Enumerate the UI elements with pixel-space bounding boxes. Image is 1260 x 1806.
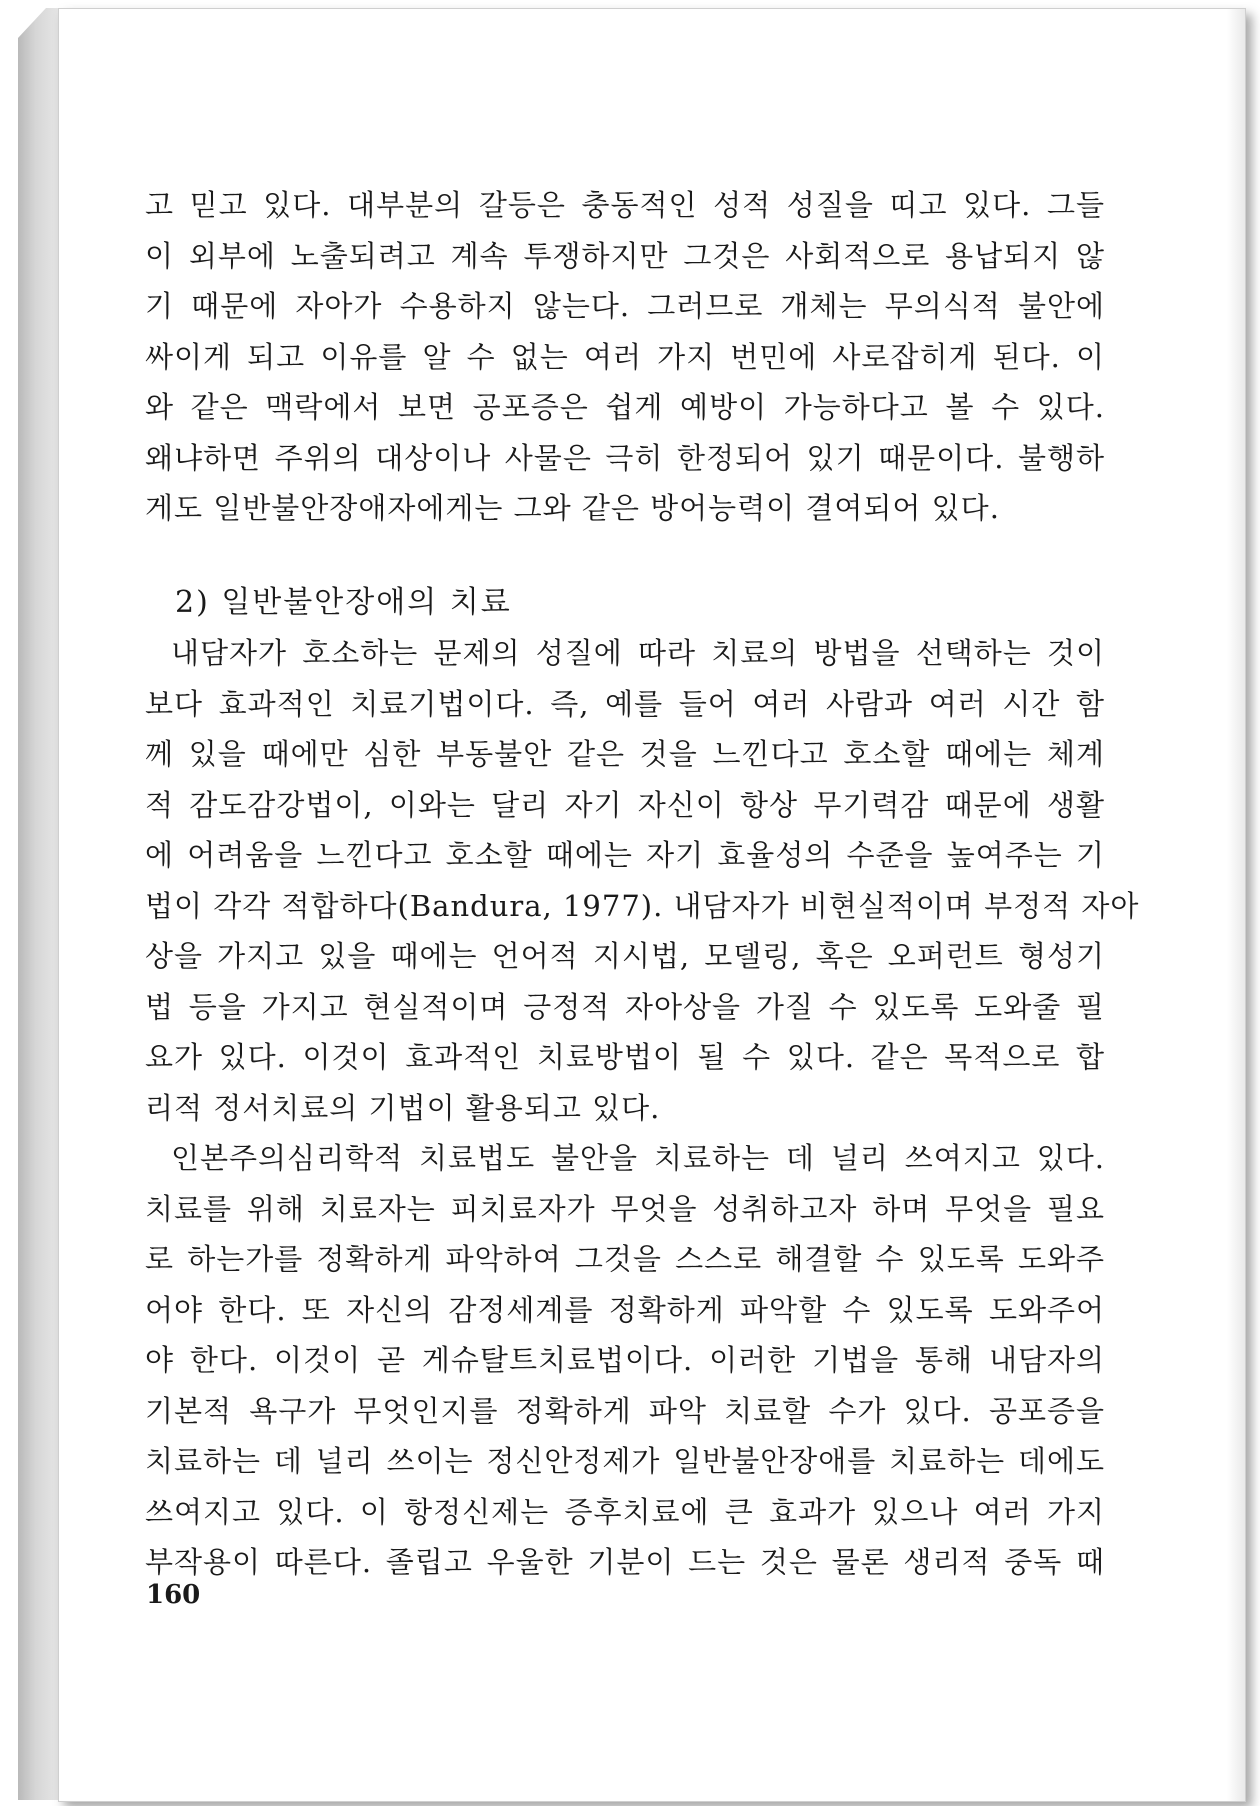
text-line: 내담자가 호소하는 문제의 성질에 따라 치료의 방법을 선택하는 것이 xyxy=(171,636,1105,670)
text-line: 께 있을 때에만 심한 부동불안 같은 것을 느낀다고 호소할 때에는 체계 xyxy=(145,737,1105,771)
text-line: 고 믿고 있다. 대부분의 갈등은 충동적인 성적 성질을 띠고 있다. 그들 xyxy=(145,188,1105,222)
text-line: 쓰여지고 있다. 이 항정신제는 증후치료에 큰 효과가 있으나 여러 가지 xyxy=(145,1494,1105,1529)
text-line: 법이 각각 적합하다(Bandura, 1977). 내담자가 비현실적이며 부정적 자아 xyxy=(145,888,1140,923)
text-line: 적 감도감강법이, 이와는 달리 자기 자신이 항상 무기력감 때문에 생활 xyxy=(145,787,1105,822)
text-line: 왜냐하면 주위의 대상이나 사물은 극히 한정되어 있기 때문이다. 불행하 xyxy=(145,440,1105,475)
text-line: 치료하는 데 널리 쓰이는 정신안정제가 일반불안장애를 치료하는 데에도 xyxy=(145,1444,1105,1478)
text-line: 이 외부에 노출되려고 계속 투쟁하지만 그것은 사회적으로 용납되지 않 xyxy=(145,238,1105,273)
paragraph-1 xyxy=(145,180,1105,534)
text-line: 법 등을 가지고 현실적이며 긍정적 자아상을 가질 수 있도록 도와줄 필 xyxy=(145,989,1105,1024)
text-line: 에 어려움을 느낀다고 호소할 때에는 자기 효율성의 수준을 높여주는 기 xyxy=(145,838,1105,872)
text-line: 로 하는가를 정확하게 파악하여 그것을 스스로 해결할 수 있도록 도와주 xyxy=(145,1242,1105,1276)
paragraph-3 xyxy=(145,1133,1105,1588)
text-line: 치료를 위해 치료자는 피치료자가 무엇을 성취하고자 하며 무엇을 필요 xyxy=(145,1191,1105,1226)
body-text xyxy=(145,180,1140,1588)
text-line: 보다 효과적인 치료기법이다. 즉, 예를 들어 여러 사람과 여러 시간 함 xyxy=(145,686,1105,721)
book-spine xyxy=(18,8,62,1800)
text-line: 기본적 욕구가 무엇인지를 정확하게 파악 치료할 수가 있다. 공포증을 xyxy=(145,1393,1105,1428)
text-line: 인본주의심리학적 치료법도 불안을 치료하는 데 널리 쓰여지고 있다. xyxy=(171,1141,1105,1175)
text-line: 리적 정서치료의 기법이 활용되고 있다. xyxy=(145,1090,661,1125)
section-heading: 2) 일반불안장애의 치료 xyxy=(175,584,512,620)
page-edge xyxy=(1227,9,1245,1801)
text-line: 야 한다. 이것이 곧 게슈탈트치료법이다. 이러한 기법을 통해 내담자의 xyxy=(145,1343,1105,1377)
text-line: 부작용이 따른다. 졸립고 우울한 기분이 드는 것은 물론 생리적 중독 때 xyxy=(145,1545,1105,1579)
text-line: 요가 있다. 이것이 효과적인 치료방법이 될 수 있다. 같은 목적으로 합 xyxy=(145,1040,1105,1074)
paragraph-2 xyxy=(145,628,1140,1133)
page-number: 160 xyxy=(146,1580,201,1610)
text-line: 기 때문에 자아가 수용하지 않는다. 그러므로 개체는 무의식적 불안에 xyxy=(145,289,1105,323)
text-line: 싸이게 되고 이유를 알 수 없는 여러 가지 번민에 사로잡히게 된다. 이 xyxy=(145,339,1105,374)
text-line: 와 같은 맥락에서 보면 공포증은 쉽게 예방이 가능하다고 볼 수 있다. xyxy=(145,390,1105,424)
text-line: 게도 일반불안장애자에게는 그와 같은 방어능력이 결여되어 있다. xyxy=(145,491,1000,525)
text-line: 상을 가지고 있을 때에는 언어적 지시법, 모델링, 혹은 오퍼런트 형성기 xyxy=(145,939,1105,973)
text-line: 어야 한다. 또 자신의 감정세계를 정확하게 파악할 수 있도록 도와주어 xyxy=(145,1292,1105,1327)
